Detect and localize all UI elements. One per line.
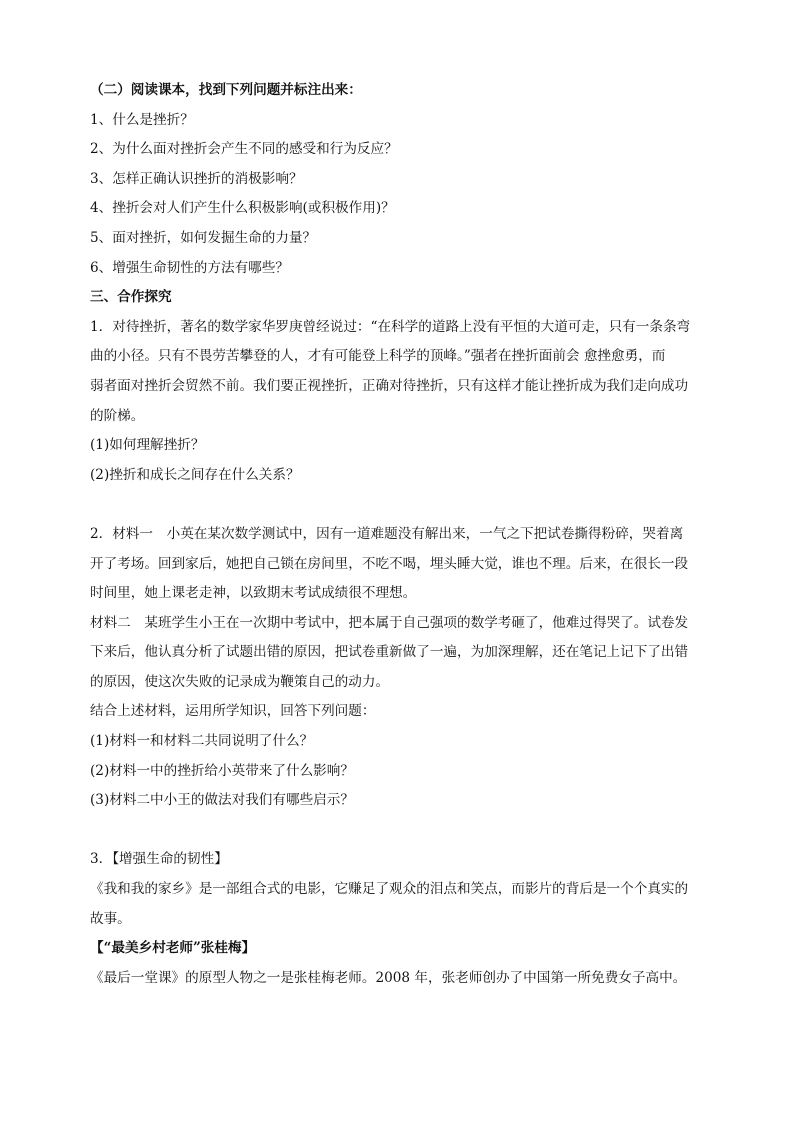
section-coop-heading: 三、合作探究 xyxy=(90,289,172,306)
item3-line-1: 《我和我的家乡》是一部组合式的电影，它赚足了观众的泪点和笑点，而影片的背后是一个个真实的 xyxy=(90,881,689,898)
spacer xyxy=(90,816,710,846)
item1-line-3: 弱者面对挫折会贸然不前。我们要正视挫折，正确对待挫折，只有这样才能让挫折成为我们走向成功 xyxy=(90,377,689,394)
item2-question-1: (1)材料一和材料二共同说明了什么？ xyxy=(90,733,314,750)
question-6: 6、增强生命韧性的方法有哪些？ xyxy=(90,259,289,276)
item3-line-2: 故事。 xyxy=(90,910,131,927)
section-read-heading: （二）阅读课本，找到下列问题并标注出来： xyxy=(90,82,362,98)
question-3: 3、怎样正确认识挫折的消极影响？ xyxy=(90,170,303,187)
question-2: 2、为什么面对挫折会产生不同的感受和行为反应？ xyxy=(90,141,398,158)
item2-question-3: (3)材料二中小王的做法对我们有哪些启示？ xyxy=(90,792,354,809)
spacer xyxy=(90,490,710,520)
item2-question-2: (2)材料一中的挫折给小英带来了什么影响？ xyxy=(90,762,354,779)
item1-line-1: 1．对待挫折，著名的数学家华罗庚曾经说过：“在科学的道路上没有平恒的大道可走，只有一条条弯 xyxy=(90,318,691,335)
item2-line-3: 时间里，她上课老走神，以致期末考试成绩很不理想。 xyxy=(90,585,417,602)
item2-line-4: 材料二 某班学生小王在一次期中考试中，把本属于自己强项的数学考砸了，他难过得哭了。试卷发 xyxy=(90,614,689,631)
item3-last-line: 《最后一堂课》的原型人物之一是张桂梅老师。2008 年，张老师创办了中国第一所免费女子高中。 xyxy=(90,969,687,986)
item1-line-4: 的阶梯。 xyxy=(90,407,145,424)
item2-line-7: 结合上述材料，运用所学知识，回答下列问题： xyxy=(90,703,376,720)
item2-line-6: 的原因，使这次失败的记录成为鞭策自己的动力。 xyxy=(90,673,390,690)
item1-line-2: 曲的小径。只有不畏劳苦攀登的人，才有可能登上科学的顶峰。”强者在挫折面前会 愈挫愈勇，而 xyxy=(90,348,666,365)
item2-line-5: 下来后，他认真分析了试题出错的原因，把试卷重新做了一遍，为加深理解，还在笔记上记下了出错 xyxy=(90,644,689,661)
item1-question-1: (1)如何理解挫折？ xyxy=(90,437,205,454)
item3-subheading: 【“最美乡村老师”张桂梅】 xyxy=(90,940,256,957)
question-5: 5、面对挫折，如何发掘生命的力量？ xyxy=(90,229,317,246)
document-body xyxy=(90,76,710,993)
question-1: 1、什么是挫折？ xyxy=(90,111,194,128)
item2-line-2: 开了考场。回到家后，她把自己锁在房间里，不吃不喝，埋头睡大觉，谁也不理。后来，在很长一段 xyxy=(90,555,689,572)
item2-line-1: 2．材料一 小英在某次数学测试中，因有一道难题没有解出来，一气之下把试卷撕得粉碎，哭着离 xyxy=(90,525,684,542)
item3-heading: 3．【增强生命的韧性】 xyxy=(90,851,228,868)
question-4: 4、挫折会对人们产生什么积极影响(或积极作用)？ xyxy=(90,200,395,217)
item1-question-2: (2)挫折和成长之间存在什么关系？ xyxy=(90,466,300,483)
